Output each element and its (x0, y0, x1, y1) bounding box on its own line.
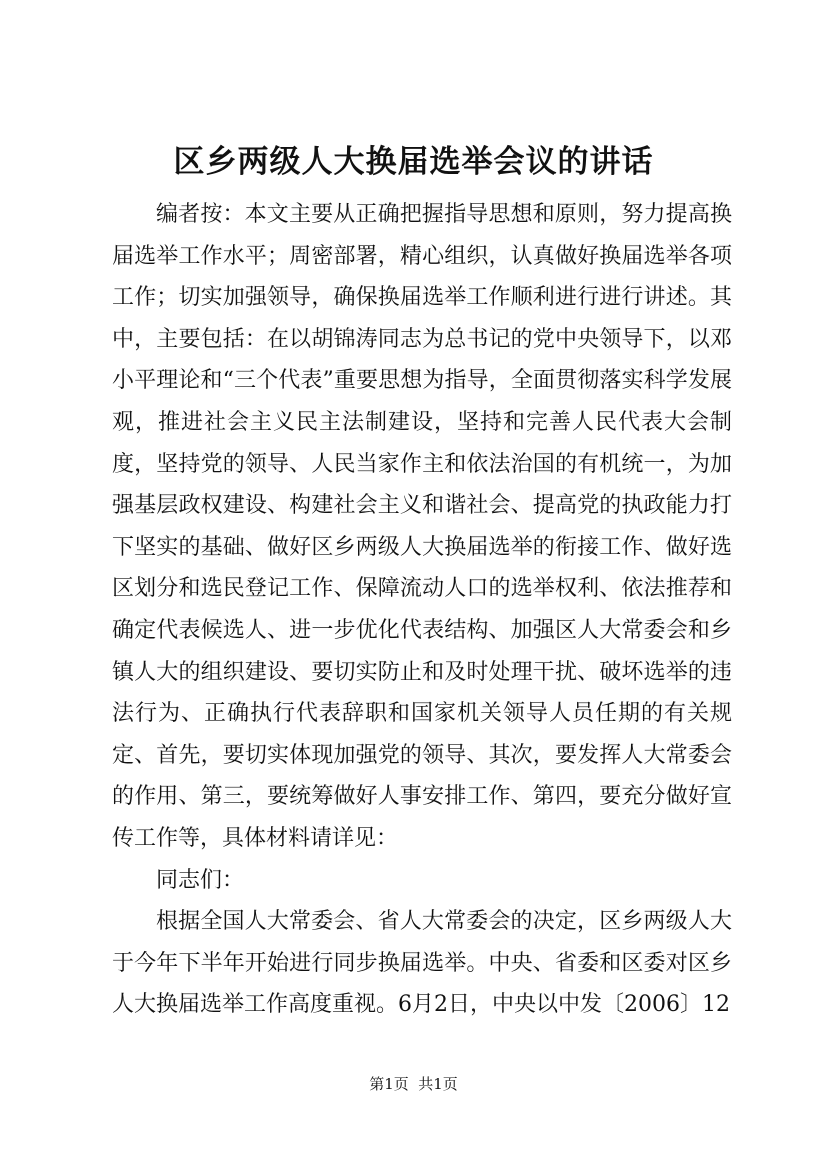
page-number-footer: 第1页 共1页 (369, 1075, 458, 1093)
salutation: 同志们： (156, 867, 245, 893)
body-paragraph: 根据全国人大常委会、省人大常委会的决定，区乡两级人大于今年下半年开始进行同步换届选举。中央、省委和区委对区乡人大换届选举工作高度重视。6月2日，中央以中发〔2006〕12 (112, 909, 732, 1018)
document-body (112, 194, 732, 1026)
document-title: 区乡两级人大换届选举会议的讲话 (173, 144, 654, 180)
editor-note-paragraph: 编者按：本文主要从正确把握指导思想和原则，努力提高换届选举工作水平；周密部署，精心组织，认真做好换届选举各项工作；切实加强领导，确保换届选举工作顺利进行进行讲述。其中，主要包括：在以胡锦涛同志为总书记的党中央领导下，以邓小平理论和“三个代表”重要思想为指导，全面贯彻落实科学发展观，推进社会主义民主法制建设，坚持和完善人民代表大会制度，坚持党的领导、人民当家作主和依法治国的有机统一，为加强基层政权建设、构建社会主义和谐社会、提高党的执政能力打下坚实的基础、做好区乡两级人大换届选举的衔接工作、做好选区划分和选民登记工作、保障流动人口的选举权利、依法推荐和确定代表候选人、进一步优化代表结构、加强区人大常委会和乡镇人大的组织建设、要切实防止和及时处理干扰、破坏选举的违法行为、正确执行代表辞职和国家机关领导人员任期的有关规定、首先，要切实体现加强党的领导、其次，要发挥人大常委会的作用、第三，要统筹做好人事安排工作、第四，要充分做好宣传工作等，具体材料请详见： (112, 202, 732, 851)
